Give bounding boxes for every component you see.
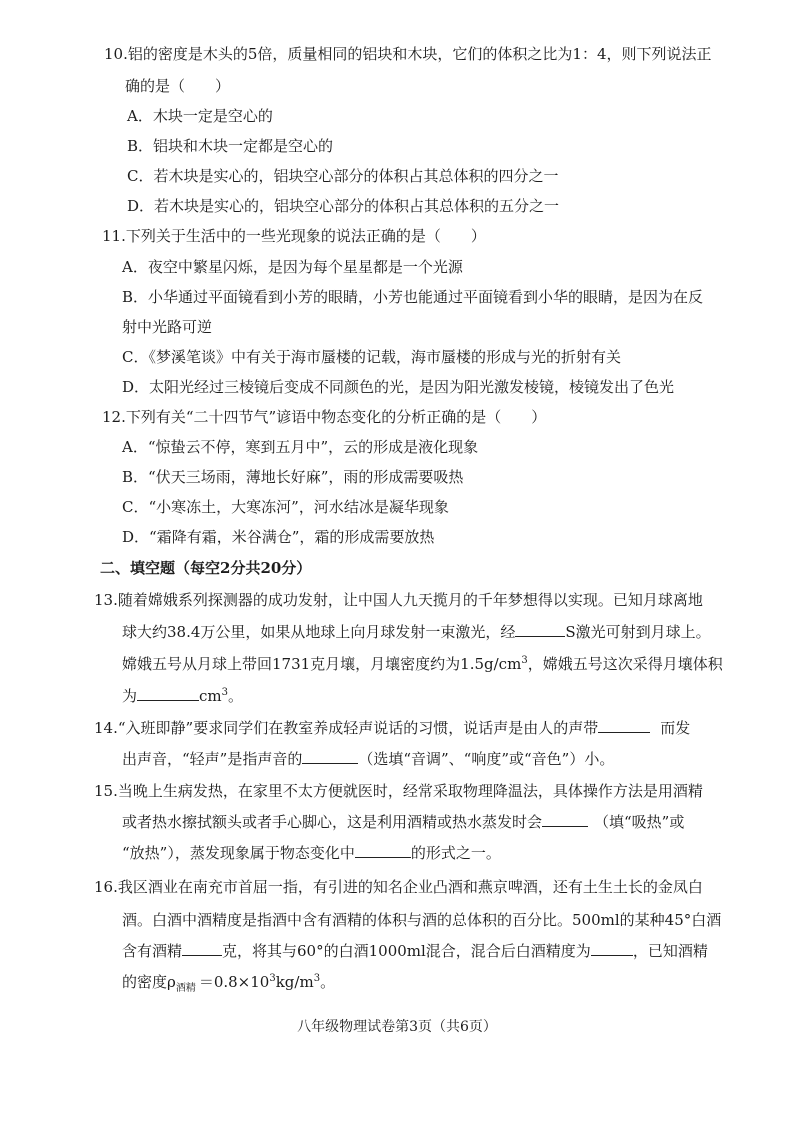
q16-line3-text-b: 克，将其与60°的白酒1000ml混合，混合后白酒精度为 xyxy=(222,942,591,960)
q12-number: 12. xyxy=(102,408,126,426)
q15-line2-text-a: 或者热水擦拭额头或者手心脚心，这是利用酒精或热水蒸发时会 xyxy=(122,813,543,831)
q12-option-c: C．“小寒冻土，大寒冻河”，河水结冰是凝华现象 xyxy=(122,498,449,516)
q16-blank-alcohol-content[interactable] xyxy=(591,941,633,956)
q14-line2 xyxy=(122,749,614,769)
q16-line1 xyxy=(94,877,703,897)
q16-line1-text: 我区酒业在南充市首屈一指，有引进的知名企业凸酒和燕京啤酒，还有土生土长的金凤白 xyxy=(117,878,703,896)
q10-option-d: D．若木块是实心的，铝块空心部分的体积占其总体积的五分之一 xyxy=(127,197,560,215)
q14-line1-text-b: 而发 xyxy=(660,719,691,737)
q13-line1 xyxy=(94,590,703,610)
q13-line1-text: 随着嫦娥系列探测器的成功发射，让中国人九天揽月的千年梦想得以实现。已知月球离地 xyxy=(117,591,703,609)
q16-line4-unit: kg/m xyxy=(275,973,314,991)
q11-stem-text: 下列关于生活中的一些光现象的说法正确的是（ ） xyxy=(125,227,486,245)
q16-line3-text-a: 含有酒精 xyxy=(122,942,183,960)
q13-line2 xyxy=(122,622,711,642)
q16-line3-text-c: ，已知酒精 xyxy=(632,942,708,960)
q14-line2-text-a: 出声音，“轻声”是指声音的 xyxy=(122,750,303,768)
q16-line4-superscript: 3 xyxy=(269,973,276,984)
q10-stem-text: 铝的密度是木头的5倍，质量相同的铝块和木块，它们的体积之比为1：4，则下列说法正 xyxy=(127,45,712,63)
q11-option-a: A．夜空中繁星闪烁，是因为每个星星都是一个光源 xyxy=(122,258,463,276)
q13-line4-superscript: 3 xyxy=(221,687,229,698)
q12-option-a: A．“惊蛰云不停，寒到五月中”，云的形成是液化现象 xyxy=(122,438,479,456)
q10-option-a: A．木块一定是空心的 xyxy=(127,107,273,125)
q15-number: 15. xyxy=(94,782,118,800)
q14-line1-text-a: “入班即静”要求同学们在教室养成轻声说话的习惯，说话声是由人的声带 xyxy=(117,719,599,737)
q13-blank-time[interactable] xyxy=(515,622,565,637)
q10-stem-line1 xyxy=(104,44,712,64)
q16-line4-text-b: ＝0.8×10 xyxy=(198,973,270,991)
q13-blank-volume[interactable] xyxy=(137,686,199,701)
q16-line4 xyxy=(122,972,335,992)
q12-stem-text: 下列有关“二十四节气”谚语中物态变化的分析正确的是（ ） xyxy=(125,408,547,426)
q15-blank-heat[interactable] xyxy=(542,812,588,827)
q10-stem-line2: 确的是（ ） xyxy=(125,77,231,95)
q13-line3-superscript: 3 xyxy=(521,655,528,666)
q16-blank-alcohol-mass[interactable] xyxy=(182,941,222,956)
q16-density-subscript: 酒精 xyxy=(175,983,196,994)
q16-line4-superscript-2: 3 xyxy=(313,973,321,984)
q14-blank-property[interactable] xyxy=(302,749,358,764)
section-heading-fill-in: 二、填空题（每空2分共20分） xyxy=(100,559,312,577)
q14-line2-text-b: （选填“音调”、“响度”或“音色”）小。 xyxy=(358,750,615,768)
q16-line3 xyxy=(122,941,708,961)
q15-line3-text-a: “放热”），蒸发现象属于物态变化中 xyxy=(122,844,355,862)
q15-blank-phase-change[interactable] xyxy=(355,843,411,858)
q13-line4-end: 。 xyxy=(228,687,244,705)
q10-number: 10. xyxy=(104,45,128,63)
q11-option-c: C．《梦溪笔谈》中有关于海市蜃楼的记载，海市蜃楼的形成与光的折射有关 xyxy=(122,348,621,366)
q13-line2-text-a: 球大约38.4万公里，如果从地球上向月球发射一束激光，经 xyxy=(122,623,516,641)
q13-line3-text-b: ，嫦娥五号这次采得月壤体积 xyxy=(527,655,723,673)
q15-line2 xyxy=(122,812,684,832)
q15-line3-text-b: 的形式之一。 xyxy=(410,844,501,862)
q15-line1-text: 当晚上生病发热，在家里不太方便就医时，经常采取物理降温法，具体操作方法是用酒精 xyxy=(117,782,703,800)
q13-line3 xyxy=(122,654,723,674)
q11-option-d: D．太阳光经过三棱镜后变成不同颜色的光，是因为阳光激发棱镜，棱镜发出了色光 xyxy=(122,378,675,396)
q14-number: 14. xyxy=(94,719,118,737)
q16-line4-text-a: 的密度ρ xyxy=(122,973,176,991)
q14-line1 xyxy=(94,718,690,738)
q13-line4 xyxy=(122,686,243,706)
q15-line1 xyxy=(94,781,703,801)
q11-option-b-cont: 射中光路可逆 xyxy=(122,318,213,336)
q13-line4-text-a: 为 xyxy=(122,687,138,705)
q10-option-c: C．若木块是实心的，铝块空心部分的体积占其总体积的四分之一 xyxy=(127,167,559,185)
q16-number: 16. xyxy=(94,878,118,896)
q12-option-b: B．“伏天三场雨，薄地长好麻”，雨的形成需要吸热 xyxy=(122,468,464,486)
q13-line4-unit: cm xyxy=(199,687,222,705)
q15-line2-text-b: （填“吸热”或 xyxy=(594,813,685,831)
q10-option-b: B．铝块和木块一定都是空心的 xyxy=(127,137,334,155)
q13-line2-text-b: S激光可射到月球上。 xyxy=(565,623,711,641)
q11-number: 11. xyxy=(102,227,126,245)
q13-line3-text-a: 嫦娥五号从月球上带回1731克月壤，月壤密度约为1.5g/cm xyxy=(122,655,522,673)
q14-blank-vibration[interactable] xyxy=(598,718,650,733)
q11-stem xyxy=(102,226,486,246)
q11-option-b: B．小华通过平面镜看到小芳的眼睛，小芳也能通过平面镜看到小华的眼睛，是因为在反 xyxy=(122,288,704,306)
q12-option-d: D．“霜降有霜，米谷满仓”，霜的形成需要放热 xyxy=(122,528,435,546)
q15-line3 xyxy=(122,843,501,863)
q12-stem xyxy=(102,407,546,427)
q16-line4-end: 。 xyxy=(320,973,336,991)
page-footer: 八年级物理试卷第3页（共6页） xyxy=(297,1019,497,1035)
q13-number: 13. xyxy=(94,591,118,609)
q16-line2: 酒。白酒中酒精度是指酒中含有酒精的体积与酒的总体积的百分比。500ml的某种45°白酒 xyxy=(122,911,722,929)
